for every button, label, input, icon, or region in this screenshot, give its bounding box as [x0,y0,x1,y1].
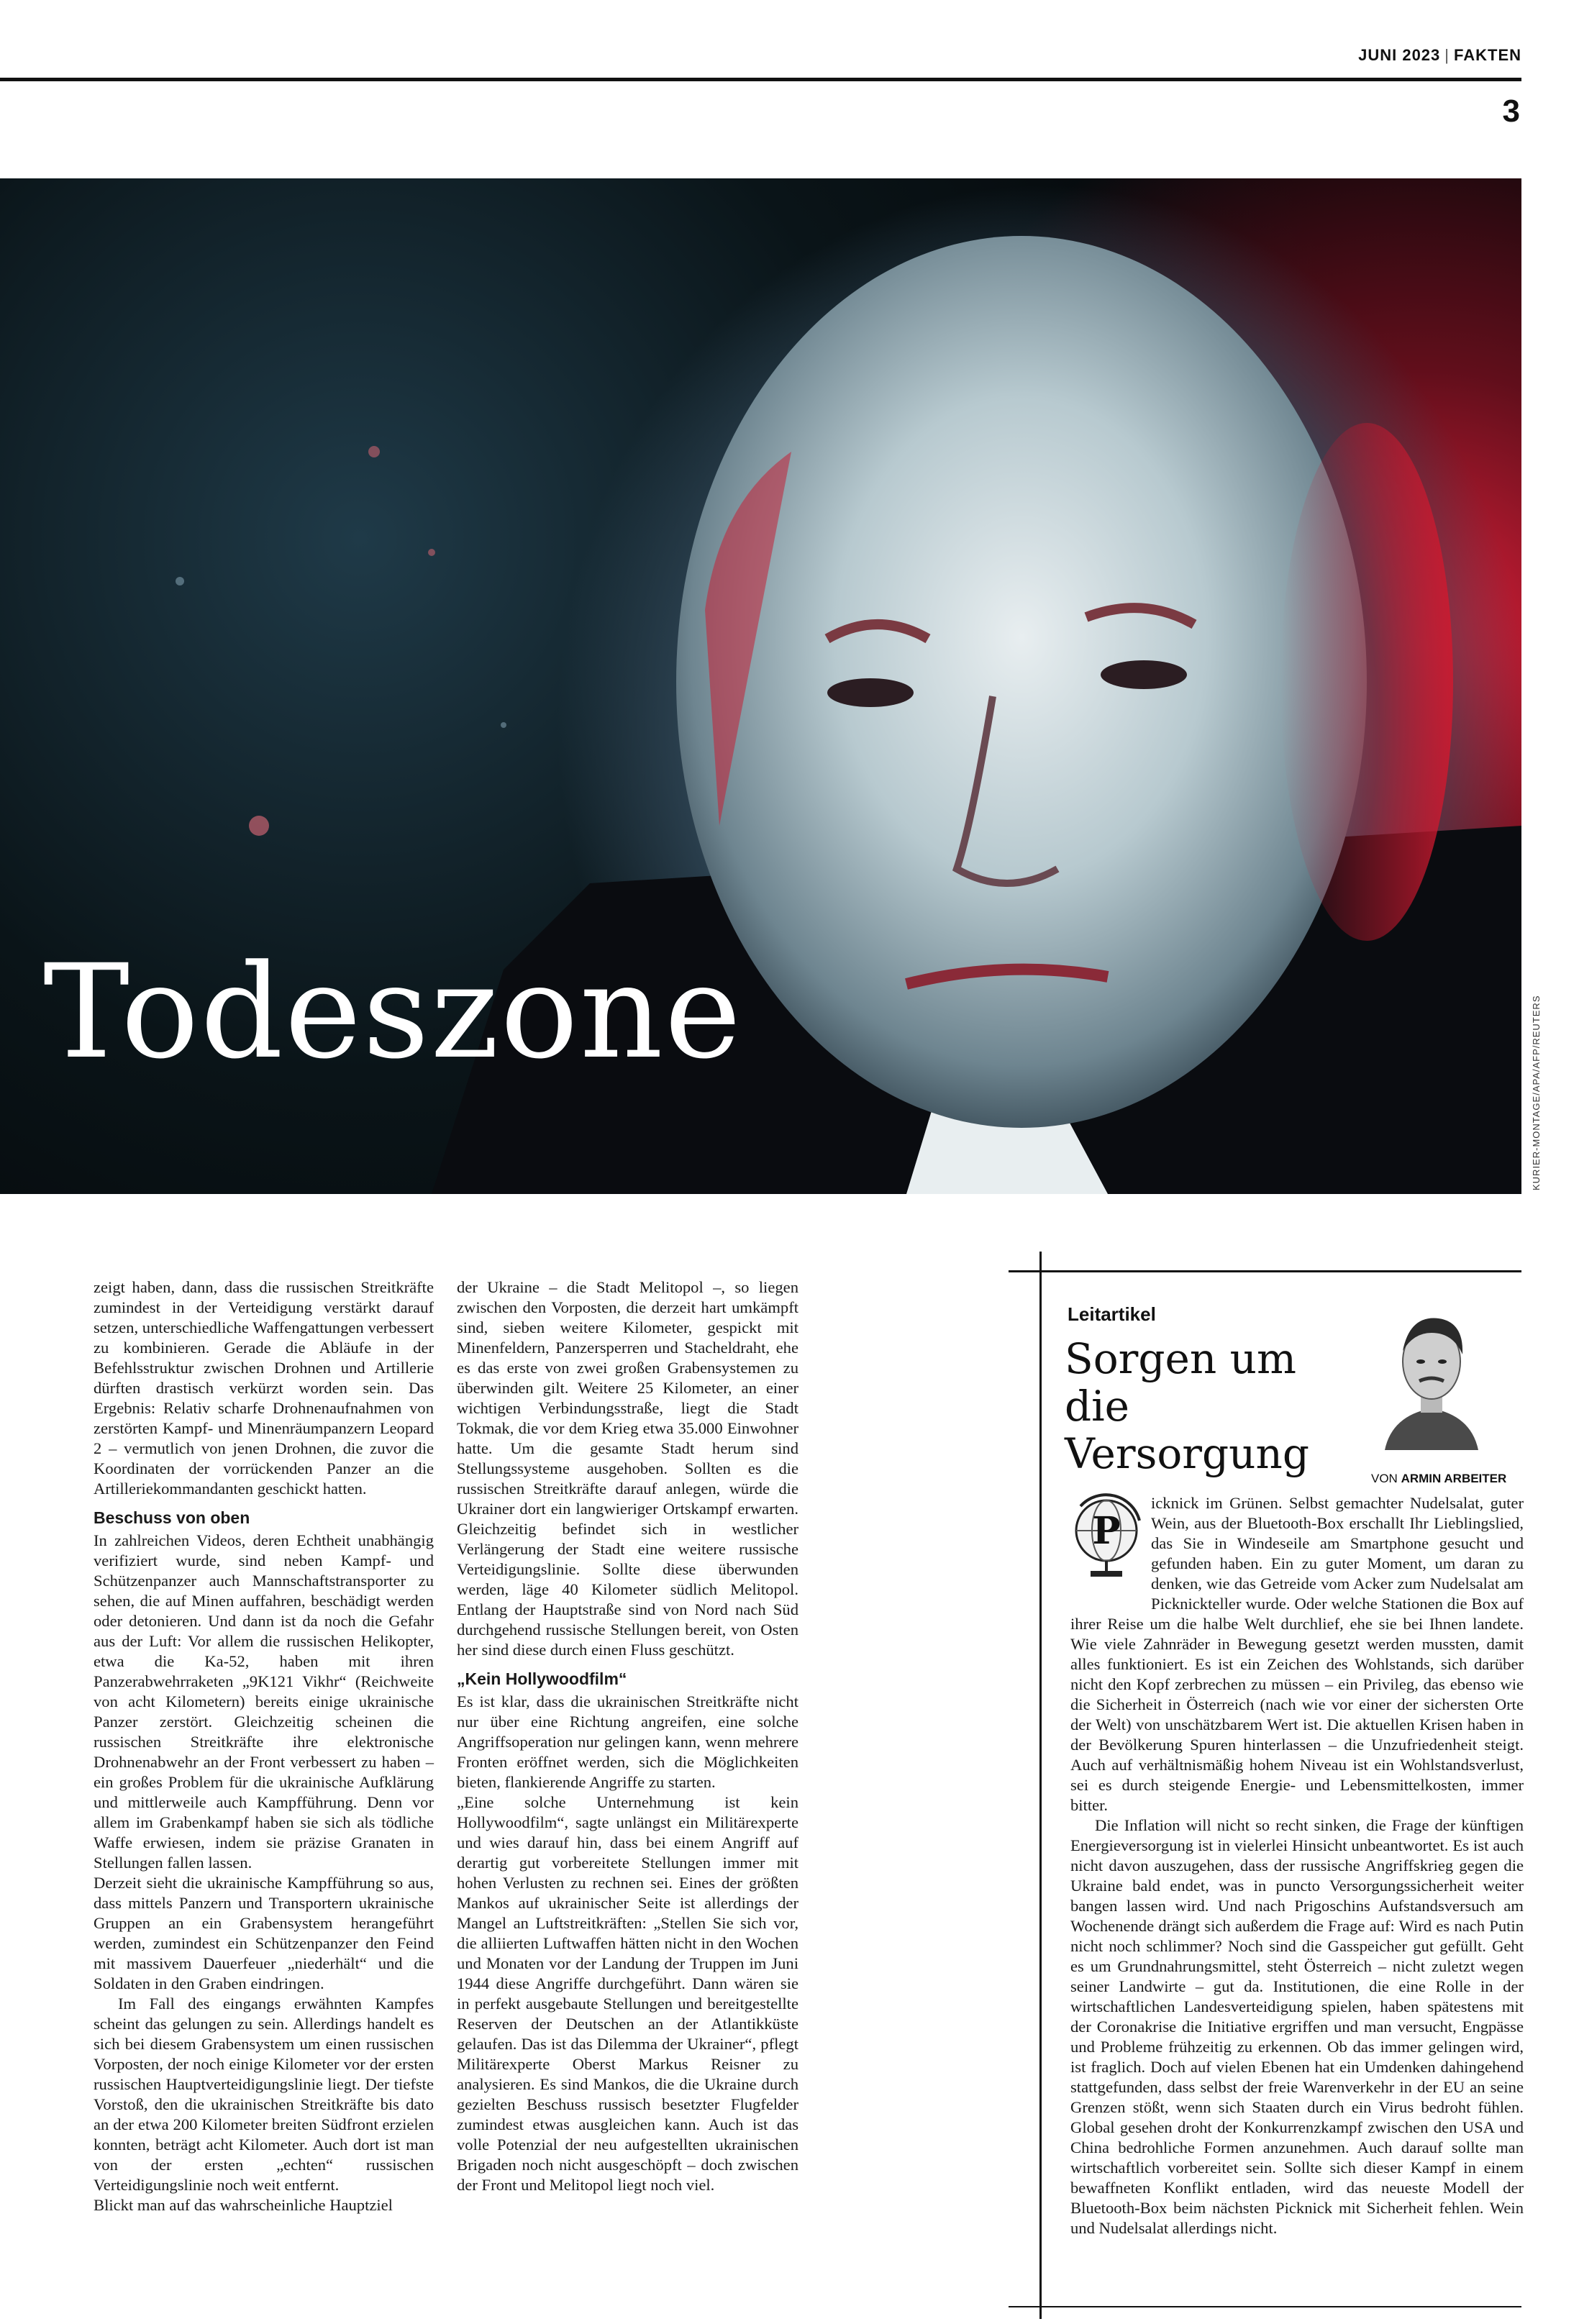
paragraph: der Ukraine – die Stadt Melitopol –, so liegen zwischen den Vorposten, die derzeit hart umkämpft sind, sieben weitere Kilometer, gespickt mit Minenfeldern, Panzersperren und Stacheldraht, ehe es das erste von zwei großen Grabensystemen zu überwinden gilt. Weitere 25 Kilometer, an einer wichtigen Verbindungsstraße, liegt die Stadt Tokmak, die vor dem Krieg etwa 35.000 Einwohner hatte. Um die gesamte Stadt herum sind Stellungssysteme ausgehoben. Sollten es die russischen Streitkräfte darauf anlegen, würde die Ukrainer dort ein langwieriger Ortskampf erwarten. Gleichzeitig befindet sich in westlicher Verlängerung der Stadt eine weitere russische Verteidigungslinie. Sollte diese überwunden werden, läge 40 Kilometer südlich Melitopol. Entlang der Hauptstraße sind von Nord nach Süd durchgehend russische Stellungen bereit, von Osten her sind diese durch einen Fluss geschützt. [457,1278,798,1659]
left-eye [827,678,914,707]
editorial-text [1070,1493,1524,2238]
subheading: „Kein Hollywoodfilm“ [457,1669,627,1688]
paragraph: zeigt haben, dann, dass die russischen Streitkräfte zumindest in der Verteidigung verstärkt darauf setzen, unterschiedliche Waffengattungen verbessert zu kombinieren. Gerade die Abläufe in der Befehlsstruktur zwischen Drohnen und Artillerie dürften drastisch verkürzt worden sein. Das Ergebnis: Relativ scharfe Drohnenaufnahmen von zerstörten Kampf- und Minenräumpanzern Leopard 2 – vermutlich von jenen Drohnen, die zuvor die Koordinaten der vorrückenden Panzer an die Artilleriekommandanten geschickt hatten. [94,1278,434,1498]
hero-photo-montage [0,178,1521,1194]
author-portrait [1370,1300,1493,1450]
paragraph: In zahlreichen Videos, deren Echtheit unabhängig verifiziert wurde, sind neben Kampf- und Schützenpanzer auch Mannschaftstransporter zu sehen, die auf Minen auffahren, beschädigt werden oder detonieren. Und dann ist da noch die Gefahr aus der Luft: Vor allem die russischen Helikopter, etwa die Ka-52, haben mit ihren Panzerabwehrraketen „9K121 Vikhr“ (Reichweite von acht Kilometern) bereits einige ukrainische Panzer zerstört. Gleichzeitig scheinen die russischen Streitkräfte ihre elektronische Drohnenabwehr an der Front verbessert zu haben – ein großes Problem für die ukrainische Aufklärung und mittlerweile auch Kampfführung. Denn vor allem im Grabenkampf haben sie sich als tödliche Waffe erwiesen, indem sie präzise Granaten in Stellungen fallen lassen. [94,1531,434,1872]
photo-credit: KURIER-MONTAGE/APA/AFP/REUTERS [1531,995,1542,1190]
drop-cap-letter: P [1092,1509,1121,1553]
editorial-box-bottom-rule [1009,2306,1521,2307]
article-column-1 [94,1277,434,2215]
hero-headline: Todeszone [43,937,743,1088]
editorial-byline [1371,1472,1506,1486]
paragraph: „Eine solche Unternehmung ist kein Hollywoodfilm“, sagte unlängst ein Militärexperte und wies darauf hin, dass bei einem Angriff auf derartig gut vorbereitete Stellungen immer mit hohen Verlusten zu rechnen sei. Eines der größten Mankos auf ukrainischer Seite ist allerdings der Mangel an Luftstreitkräften: „Stellen Sie sich vor, die alliierten Luftwaffen hätten nicht in den Wochen und Monaten vor der Landung der Truppen im Juni 1944 diese Angriffe durchgeführt. Dann wären sie in perfekt ausgebaute Stellungen und bereitgestellte Reserven der Deutschen an der Atlantikküste gelaufen. Das ist das Dilemma der Ukrainer“, pflegt Militärexperte Oberst Markus Reisner zu analysieren. Es sind Mankos, die die Ukraine durch gezielten Beschuss russisch besetzter Flugfelder zumindest etwas ausgleichen kann. Auch ist das volle Potenzial der neu aufgestellten ukrainischen Brigaden noch nicht ausgeschöpft – doch zwischen der Front und Melitopol liegt noch viel. [457,1793,798,2194]
paragraph: Es ist klar, dass die ukrainischen Streitkräfte nicht nur über eine Richtung angreifen, eine solche Angriffsoperation nur gelingen kann, wenn mehrere Fronten eröffnet werden, sich die Möglichkeiten bieten, flankierende Angriffe zu starten. [457,1692,798,1791]
author-name: ARMIN ARBEITER [1401,1472,1507,1485]
editorial-box-left-rule [1039,1252,1042,2319]
issue-date: JUNI 2023 [1358,46,1441,64]
paragraph: Die Inflation will nicht so recht sinken, die Frage der künftigen Energieversorgung ist in vielerlei Hinsicht unbeantwortet. Es ist auch nicht davon auszugehen, dass der russische Angriffskrieg gegen die Ukraine bald endet, was in puncto Versorgungssicherheit weiter bangen lassen wird. Und nach Prigoschins Aufstandsversuch am Wochenende drängt sich außerdem die Frage auf: Wird es nach Putin nicht noch schlimmer? Noch sind die Gasspeicher gut gefüllt. Geht es um Grundnahrungsmittel, steht Österreich – nicht zuletzt wegen seiner Landwirte – gut da. Institutionen, die eine Rolle in der wirtschaftlichen Landesverteidigung spielen, haben spätestens mit der Coronakrise die Initiative ergriffen und man versucht, Engpässe und Probleme frühzeitig zu erkennen. Ob das immer gelingen wird, ist fraglich. Doch auf vielen Ebenen hat ein Umdenken dahingehend stattgefunden, dass selbst der freie Warenverkehr in der EU an seine Grenzen stößt, wenn sich Staaten durch ein Virus bedroht fühlen. Global gesehen droht der Konkurrenzkampf zwischen den USA und China bedrohliche Formen anzunehmen. Auch darauf sollte man wirtschaftlich vorbereitet sein. Sollte sich dieser Kampf in einem bewaffneten Konflikt entladen, wird das neueste Modell der Bluetooth-Box beim nächsten Picknick mit Sicherheit fehlen. Wein und Nudelsalat allerdings nicht. [1070,1816,1524,2237]
issue-header [1358,46,1521,65]
paragraph: Derzeit sieht die ukrainische Kampfführung so aus, dass mittels Panzern und Transportern ukrainische Gruppen an ein Grabensystem herangeführt werden, zumindest ein Schützenpanzer den Feind mit massivem Dauerfeuer „niederhält“ und die Soldaten in den Graben eindringen. [94,1874,434,1992]
red-glow-right [1280,423,1453,941]
page-number: 3 [1502,94,1520,129]
article-column-2 [457,1277,798,2195]
editorial-headline: Sorgen um die Versorgung [1065,1334,1309,1478]
paragraph: Blickt man auf das wahrscheinliche Hauptziel [94,2196,393,2214]
section-name: FAKTEN [1454,46,1521,64]
paragraph: icknick im Grünen. Selbst gemachter Nudelsalat, guter Wein, aus der Bluetooth-Box erschallt Ihr Lieblingslied, das Sie in Windeseile am Smartphone gesucht und gefunden haben. Ein zu guter Moment, um daran zu denken, wie das Getreide vom Acker zum Nudelsalat am Picknickteller wurde. Oder welche Stationen die Box auf ihrer Reise um die halbe Welt durchlief, ehe sie bei Ihnen landete. Wie viele Zahnräder in Bewegung gesetzt werden mussten, damit alles funktioniert. Es ist ein Zeichen des Wohlstands, sich darüber nicht den Kopf zerbrechen zu müssen – ein Privileg, das ebenso wie die Sicherheit in Österreich (nach wie vor einer der sichersten Orte der Welt) von unschätzbarem Wert ist. Die aktuellen Krisen haben in der Bevölkerung Spuren hinterlassen – die Unzufriedenheit steigt. Auch auf verhältnismäßig hohem Niveau ist ein Wohlstandsverlust, sei es durch steigende Energie- und Lebensmittelkosten, immer bitter. [1070,1494,1524,1814]
paragraph: Im Fall des eingangs erwähnten Kampfes scheint das gelungen zu sein. Allerdings handelt es sich bei diesem Grabensystem um einen russischen Vorposten, der noch einige Kilometer vor der ersten russischen Hauptverteidigungslinie liegt. Der tiefste Vorstoß, den die ukrainischen Streitkräfte bis dato an der etwa 200 Kilometer breiten Südfront erzielen konnten, beträgt acht Kilometer. Auch dort ist man von der ersten „echten“ russischen Verteidigungslinie noch weit entfernt. [94,1995,434,2194]
globe-drop-cap-icon [1070,1492,1145,1581]
header-rule [0,78,1521,81]
editorial-box-top-rule [1009,1270,1521,1272]
editorial-kicker: Leitartikel [1068,1303,1156,1325]
byline-prefix: VON [1371,1472,1398,1485]
subheading: Beschuss von oben [94,1508,250,1527]
header-separator: | [1444,46,1450,64]
right-eye [1101,660,1187,689]
face-shape [676,236,1367,1128]
